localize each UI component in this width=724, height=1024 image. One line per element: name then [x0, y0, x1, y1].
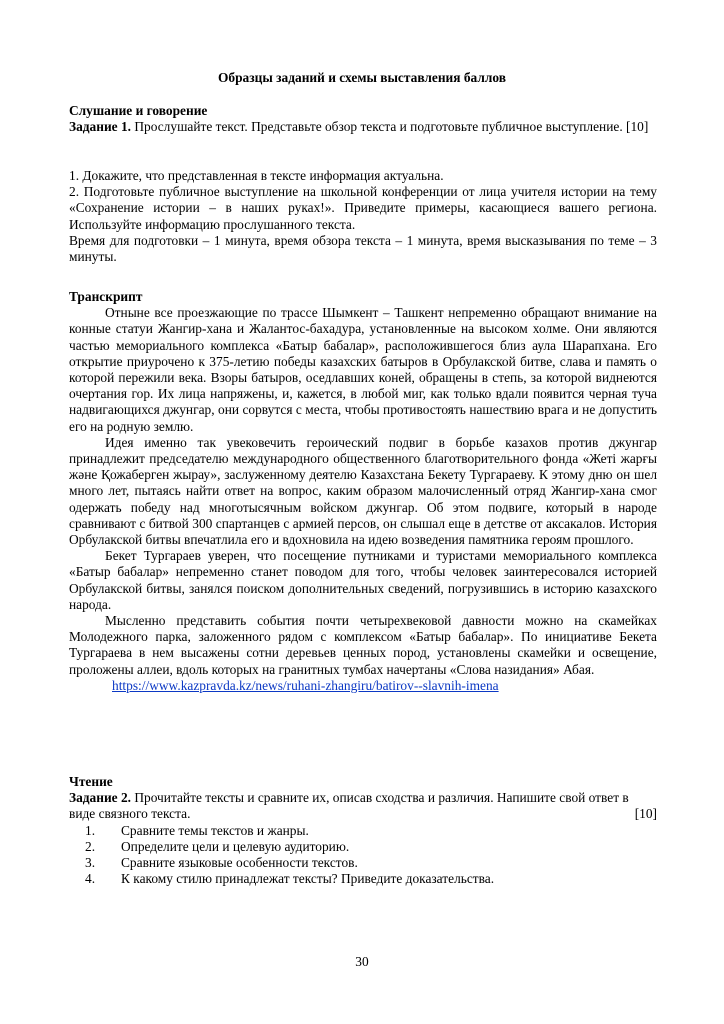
- list-item-text: Сравните темы текстов и жанры.: [121, 822, 309, 838]
- list-item-text: Сравните языковые особенности текстов.: [121, 855, 358, 871]
- task-2-text: Прочитайте тексты и сравните их, описав сходства и различия. Напишите свой ответ в виде связного текста.: [69, 790, 629, 822]
- transcript-paragraph-3: Бекет Тургараев уверен, что посещение путниками и туристами мемориального комплекса «Батыр бабалар» непременно станет поводом для того, чтобы человек заинтересовался историей Орбулакской битвы, занялся поиском дополнительных сведений, погрузившись в историю казахского народа.: [69, 548, 657, 612]
- section-heading-listening: Слушание и говорение: [69, 103, 208, 118]
- transcript-paragraph-4: Мысленно представить события почти четырехвековой давности можно на скамейках Молодежного парка, заложенного рядом с комплексом «Батыр бабалар». По инициативе Бекета Тургараева в нем высажены сотни деревьев ценных пород, установлены скамейки и освещение, проложены аллеи, вдоль которых на гранитных тумбах начертаны «Слова назидания» Абая.: [69, 613, 657, 677]
- page-number: 30: [355, 954, 369, 969]
- task-2-list: [69, 823, 657, 888]
- task-1-instructions: [69, 168, 657, 265]
- task-1: [69, 119, 657, 135]
- list-item-text: К какому стилю принадлежат тексты? Приведите доказательства.: [121, 871, 495, 887]
- task-2-score: [10]: [634, 806, 657, 822]
- list-item: [69, 855, 657, 871]
- list-item-number: 4.: [85, 871, 96, 887]
- section-listening: [69, 103, 657, 135]
- list-item-text: Определите цели и целевую аудиторию.: [121, 838, 350, 854]
- section-heading-transcript: Транскрипт: [69, 289, 143, 304]
- list-item-number: 2.: [85, 838, 96, 854]
- page-title: Образцы заданий и схемы выставления баллов: [218, 70, 506, 85]
- task-1-item-2: 2. Подготовьте публичное выступление на школьной конференции от лица учителя истории на тему «Сохранение истории – в наших руках!». Приведите примеры, касающиеся вашего региона. Используйте информацию прослушанного текста.: [69, 184, 657, 232]
- transcript-paragraph-2: Идея именно так увековечить героический подвиг в борьбе казахов против джунгар принадлежит председателю международного общественного благотворительного фонда «Жеті жарғы және Қожаберген жырау», заслуженному деятелю Казахстана Бекету Тургараеву. К этому дню он шел много лет, пытаясь найти ответ на вопрос, каким образом малочисленный отряд Жангир-хана смог одержать победу над многотысячным войском джунгар. Об этом подвиге, который в народе сравнивают с битвой 300 спартанцев с армией персов, он слышал еще в детстве от аксакалов. История Орбулакской битвы впечатлила его и вдохновила на идею возведения памятника героям прошлого.: [69, 434, 657, 548]
- task-1-timing: Время для подготовки – 1 минута, время обзора текста – 1 минута, время высказывания по теме – 3 минуты.: [69, 232, 657, 265]
- task-1-item-1: 1. Докажите, что представленная в тексте информация актуальна.: [69, 168, 444, 183]
- transcript-paragraph-1: Отныне все проезжающие по трассе Шымкент – Ташкент непременно обращают внимание на конные статуи Жангир-хана и Жалантос-бахадура, установленные на высоком холме. Они являются частью мемориального комплекса «Батыр бабалар», расположившегося близ аула Шарапхана. Его открытие приурочено к 375-летию победы казахских батыров в Орбулакской битве, слава и память о которой пережили века. Взоры батыров, оседлавших коней, обращены в степь, за которой виднеются очертания гор. Их лица напряжены, и, кажется, в любой миг, как только вдали появится черная туча надвигающихся джунгар, они сорвутся с места, чтобы противостоять нашествию врага и не допустить его на родную землю.: [69, 305, 657, 434]
- task-1-text: Прослушайте текст. Представьте обзор текста и подготовьте публичное выступление. [10]: [131, 119, 649, 135]
- list-item: [69, 871, 657, 887]
- section-heading-reading: Чтение: [69, 774, 113, 789]
- task-2-label: Задание 2.: [69, 790, 131, 806]
- list-item-number: 3.: [85, 855, 96, 871]
- task-1-label: Задание 1.: [69, 119, 131, 135]
- list-item: [69, 823, 657, 839]
- transcript-section: [69, 289, 657, 694]
- source-link[interactable]: https://www.kazpravda.kz/news/ruhani-zhangiru/batirov--slavnih-imena: [112, 677, 499, 693]
- list-item-number: 1.: [85, 822, 96, 838]
- section-reading: [69, 774, 657, 887]
- list-item: [69, 839, 657, 855]
